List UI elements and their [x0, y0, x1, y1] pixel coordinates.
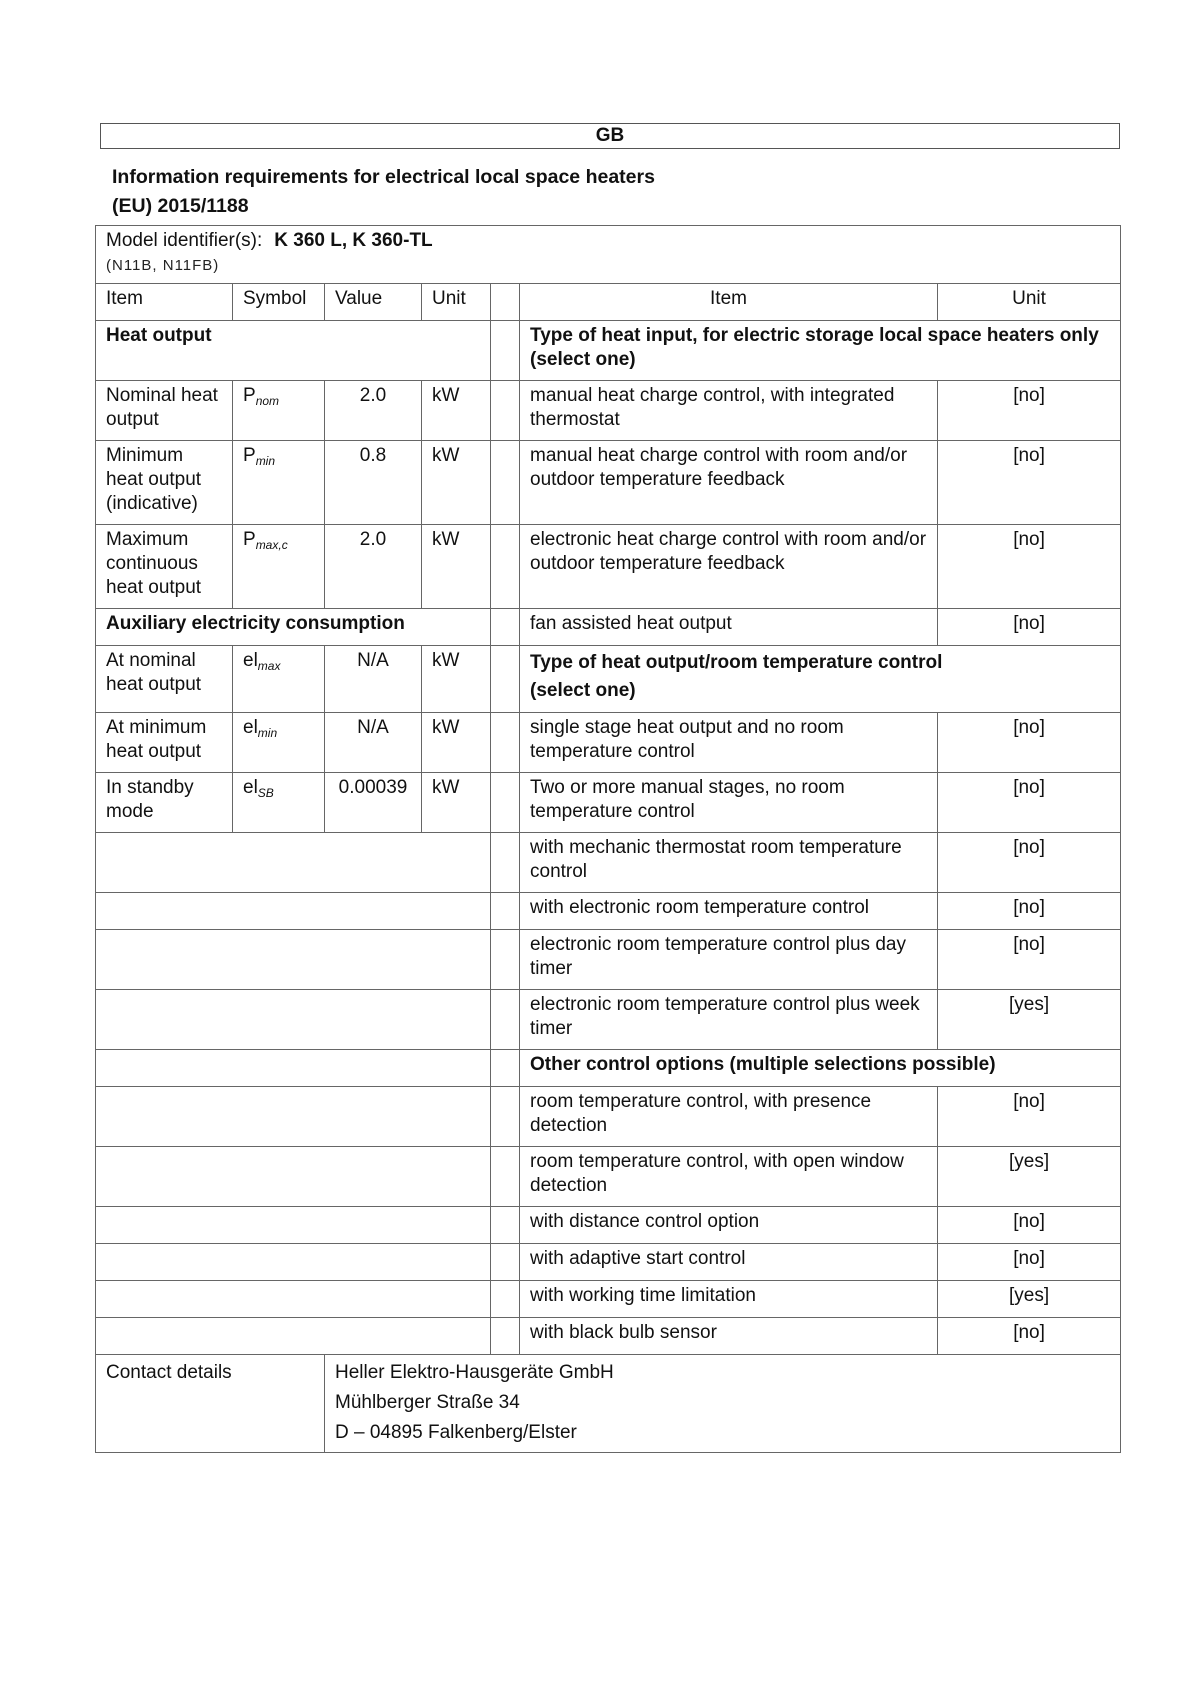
empty-cell — [96, 1244, 491, 1281]
spacer-cell — [491, 1318, 520, 1355]
symbol-cell — [233, 646, 325, 713]
symbol-subscript: SB — [257, 786, 274, 800]
table-row — [96, 833, 1121, 893]
symbol-base: P — [243, 529, 256, 550]
model-label: Model identifier(s): — [106, 230, 263, 251]
spacer-cell — [491, 1207, 520, 1244]
item-cell: At nominal heat output — [96, 646, 233, 713]
symbol-subscript: max — [257, 659, 281, 673]
spacer-cell — [491, 1244, 520, 1281]
table-row — [96, 646, 1121, 713]
value-cell: 2.0 — [325, 381, 422, 441]
empty-cell — [96, 1207, 491, 1244]
col-header-right-item: Item — [520, 284, 938, 321]
spacer-cell — [491, 1281, 520, 1318]
spacer-cell — [491, 1147, 520, 1207]
empty-cell — [96, 1147, 491, 1207]
table-row — [96, 893, 1121, 930]
country-code-box: GB — [100, 123, 1120, 149]
right-item-cell: with mechanic thermostat room temperature control — [520, 833, 938, 893]
right-unit-cell: [no] — [938, 713, 1121, 773]
symbol-subscript: max,c — [255, 538, 288, 552]
right-item-cell: electronic room temperature control plus week timer — [520, 990, 938, 1050]
table-row — [96, 1281, 1121, 1318]
document-title: Information requirements for electrical local space heaters — [112, 166, 655, 188]
right-unit-cell: [no] — [938, 381, 1121, 441]
right-unit-cell: [yes] — [938, 1281, 1121, 1318]
spacer-cell — [491, 609, 520, 646]
spacer-cell — [491, 930, 520, 990]
section-row-other-control — [96, 1050, 1121, 1087]
model-cell — [96, 226, 1121, 284]
right-unit-cell: [yes] — [938, 990, 1121, 1050]
unit-cell: kW — [422, 646, 491, 713]
spacer-cell — [491, 284, 520, 321]
right-item-cell: with working time limitation — [520, 1281, 938, 1318]
symbol-cell — [233, 525, 325, 609]
empty-cell — [96, 893, 491, 930]
right-item-cell: with adaptive start control — [520, 1244, 938, 1281]
symbol-subscript: min — [257, 726, 278, 740]
unit-cell: kW — [422, 773, 491, 833]
contact-details — [325, 1355, 1121, 1453]
table-row — [96, 1244, 1121, 1281]
right-unit-cell: [no] — [938, 1318, 1121, 1355]
unit-cell: kW — [422, 441, 491, 525]
contact-label: Contact details — [96, 1355, 325, 1453]
symbol-cell — [233, 713, 325, 773]
spacer-cell — [491, 525, 520, 609]
right-item-cell: with black bulb sensor — [520, 1318, 938, 1355]
column-header-row — [96, 284, 1121, 321]
unit-cell: kW — [422, 713, 491, 773]
information-table — [95, 225, 1121, 1453]
table-row — [96, 1207, 1121, 1244]
item-cell: Maximum continuous heat output — [96, 525, 233, 609]
section-room-control-line1: Type of heat output/room temperature control — [530, 652, 943, 673]
symbol-base: el — [243, 717, 258, 738]
empty-cell — [96, 1318, 491, 1355]
item-cell: In standby mode — [96, 773, 233, 833]
unit-cell: kW — [422, 381, 491, 441]
right-item-cell: with electronic room temperature control — [520, 893, 938, 930]
symbol-cell — [233, 381, 325, 441]
symbol-base: el — [243, 777, 258, 798]
col-header-item: Item — [96, 284, 233, 321]
spacer-cell — [491, 321, 520, 381]
value-cell: 0.8 — [325, 441, 422, 525]
contact-city: D – 04895 Falkenberg/Elster — [335, 1422, 577, 1443]
right-item-cell: room temperature control, with presence detection — [520, 1087, 938, 1147]
col-header-symbol: Symbol — [233, 284, 325, 321]
table-row — [96, 525, 1121, 609]
right-unit-cell: [yes] — [938, 1147, 1121, 1207]
spacer-cell — [491, 1050, 520, 1087]
empty-cell — [96, 833, 491, 893]
value-cell: 0.00039 — [325, 773, 422, 833]
table-row — [96, 1318, 1121, 1355]
spacer-cell — [491, 441, 520, 525]
value-cell: N/A — [325, 646, 422, 713]
model-value: K 360 L, K 360-TL — [274, 230, 433, 251]
item-cell: At minimum heat output — [96, 713, 233, 773]
symbol-cell — [233, 441, 325, 525]
empty-cell — [96, 1087, 491, 1147]
right-unit-cell: [no] — [938, 609, 1121, 646]
symbol-cell — [233, 773, 325, 833]
symbol-subscript: nom — [255, 394, 280, 408]
unit-cell: kW — [422, 525, 491, 609]
section-heat-output: Heat output — [96, 321, 491, 381]
table-row — [96, 441, 1121, 525]
table-row — [96, 990, 1121, 1050]
right-item-cell: fan assisted heat output — [520, 609, 938, 646]
section-aux-consumption: Auxiliary electricity consumption — [96, 609, 491, 646]
spacer-cell — [491, 713, 520, 773]
model-row — [96, 226, 1121, 284]
right-unit-cell: [no] — [938, 773, 1121, 833]
spacer-cell — [491, 646, 520, 713]
spacer-cell — [491, 833, 520, 893]
right-item-cell: Two or more manual stages, no room temperature control — [520, 773, 938, 833]
section-other-control: Other control options (multiple selections possible) — [520, 1050, 1121, 1087]
empty-cell — [96, 1281, 491, 1318]
item-cell: Minimum heat output (indicative) — [96, 441, 233, 525]
empty-cell — [96, 990, 491, 1050]
right-unit-cell: [no] — [938, 441, 1121, 525]
section-heat-input: Type of heat input, for electric storage local space heaters only (select one) — [520, 321, 1121, 381]
table-row — [96, 773, 1121, 833]
value-cell: 2.0 — [325, 525, 422, 609]
right-item-cell: with distance control option — [520, 1207, 938, 1244]
spacer-cell — [491, 1087, 520, 1147]
empty-cell — [96, 1050, 491, 1087]
spacer-cell — [491, 773, 520, 833]
table-row — [96, 930, 1121, 990]
right-item-cell: room temperature control, with open window detection — [520, 1147, 938, 1207]
item-cell: Nominal heat output — [96, 381, 233, 441]
right-unit-cell: [no] — [938, 833, 1121, 893]
spacer-cell — [491, 990, 520, 1050]
contact-row — [96, 1355, 1121, 1453]
spacer-cell — [491, 893, 520, 930]
table-row — [96, 1087, 1121, 1147]
section-room-control — [520, 646, 1121, 713]
spacer-cell — [491, 381, 520, 441]
right-unit-cell: [no] — [938, 930, 1121, 990]
symbol-subscript: min — [255, 454, 276, 468]
symbol-base: P — [243, 385, 256, 406]
right-item-cell: manual heat charge control with room and/or outdoor temperature feedback — [520, 441, 938, 525]
contact-company: Heller Elektro-Hausgeräte GmbH — [335, 1362, 614, 1383]
col-header-right-unit: Unit — [938, 284, 1121, 321]
right-item-cell: single stage heat output and no room temperature control — [520, 713, 938, 773]
right-item-cell: electronic room temperature control plus day timer — [520, 930, 938, 990]
value-cell: N/A — [325, 713, 422, 773]
table-row — [96, 381, 1121, 441]
empty-cell — [96, 930, 491, 990]
right-unit-cell: [no] — [938, 1087, 1121, 1147]
table-row — [96, 713, 1121, 773]
symbol-base: P — [243, 445, 256, 466]
section-row-aux — [96, 609, 1121, 646]
section-row-heat-output — [96, 321, 1121, 381]
regulation-reference: (EU) 2015/1188 — [112, 195, 249, 217]
right-item-cell: manual heat charge control, with integrated thermostat — [520, 381, 938, 441]
col-header-value: Value — [325, 284, 422, 321]
table-row — [96, 1147, 1121, 1207]
model-sub-ids: (N11B, N11FB) — [106, 257, 220, 274]
right-unit-cell: [no] — [938, 1207, 1121, 1244]
right-unit-cell: [no] — [938, 1244, 1121, 1281]
right-item-cell: electronic heat charge control with room and/or outdoor temperature feedback — [520, 525, 938, 609]
right-unit-cell: [no] — [938, 893, 1121, 930]
section-room-control-line2: (select one) — [530, 680, 636, 701]
col-header-unit: Unit — [422, 284, 491, 321]
contact-street: Mühlberger Straße 34 — [335, 1392, 520, 1413]
right-unit-cell: [no] — [938, 525, 1121, 609]
symbol-base: el — [243, 650, 258, 671]
